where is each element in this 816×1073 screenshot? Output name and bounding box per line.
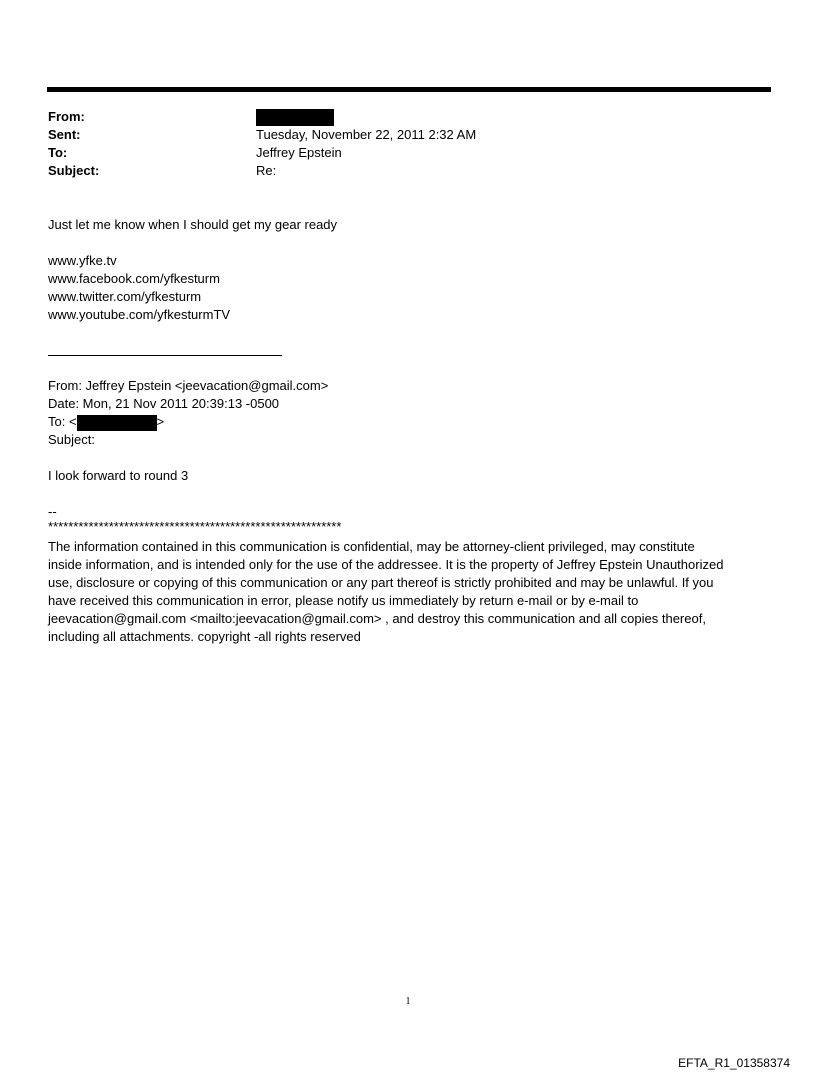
sent-label: Sent: bbox=[48, 127, 81, 142]
to-label: To: bbox=[48, 145, 68, 160]
sent-value: Tuesday, November 22, 2011 2:32 AM bbox=[256, 127, 477, 142]
quoted-date: Date: Mon, 21 Nov 2011 20:39:13 -0500 bbox=[48, 396, 280, 411]
disclaimer-line: jeevacation@gmail.com <mailto:jeevacation@gmail.com> , and destroy this communication and all copies thereof, bbox=[48, 611, 706, 626]
signature-dash: -- bbox=[48, 504, 57, 519]
quoted-from: From: Jeffrey Epstein <jeevacation@gmail.com> bbox=[48, 378, 329, 393]
link-facebook[interactable]: www.facebook.com/yfkesturm bbox=[48, 271, 220, 286]
from-label: From: bbox=[48, 109, 85, 124]
disclaimer-line: inside information, and is intended only for the use of the addressee. It is the property of Jeffrey Epstein Unauthorized bbox=[48, 557, 724, 572]
subject-label: Subject: bbox=[48, 163, 100, 178]
link-youtube[interactable]: www.youtube.com/yfkesturmTV bbox=[48, 307, 231, 322]
document-id: EFTA_R1_01358374 bbox=[678, 1056, 790, 1070]
quoted-to-suffix: > bbox=[156, 414, 165, 429]
header-rule bbox=[47, 87, 771, 92]
redaction-box bbox=[256, 109, 334, 126]
quote-separator bbox=[48, 355, 282, 356]
quoted-subject: Subject: bbox=[48, 432, 95, 447]
quoted-to bbox=[48, 413, 164, 431]
signature-stars: ********************************************************** bbox=[48, 519, 342, 534]
disclaimer bbox=[48, 538, 768, 646]
link-yfke[interactable]: www.yfke.tv bbox=[48, 253, 117, 268]
subject-value: Re: bbox=[256, 163, 277, 178]
from-value bbox=[256, 108, 334, 126]
quoted-to-prefix: To: < bbox=[48, 414, 77, 429]
redaction-box bbox=[77, 415, 157, 431]
disclaimer-line: The information contained in this communication is confidential, may be attorney-client privileged, may constitute bbox=[48, 539, 695, 554]
disclaimer-line: including all attachments. copyright -all rights reserved bbox=[48, 629, 361, 644]
link-twitter[interactable]: www.twitter.com/yfkesturm bbox=[48, 289, 202, 304]
disclaimer-line: use, disclosure or copying of this communication or any part thereof is strictly prohibited and may be unlawful. If you bbox=[48, 575, 714, 590]
to-value: Jeffrey Epstein bbox=[256, 145, 342, 160]
message-body: Just let me know when I should get my gear ready bbox=[48, 217, 338, 232]
quoted-message: I look forward to round 3 bbox=[48, 468, 189, 483]
disclaimer-line: have received this communication in error, please notify us immediately by return e-mail or by e-mail to bbox=[48, 593, 639, 608]
page-number: 1 bbox=[405, 996, 411, 1007]
